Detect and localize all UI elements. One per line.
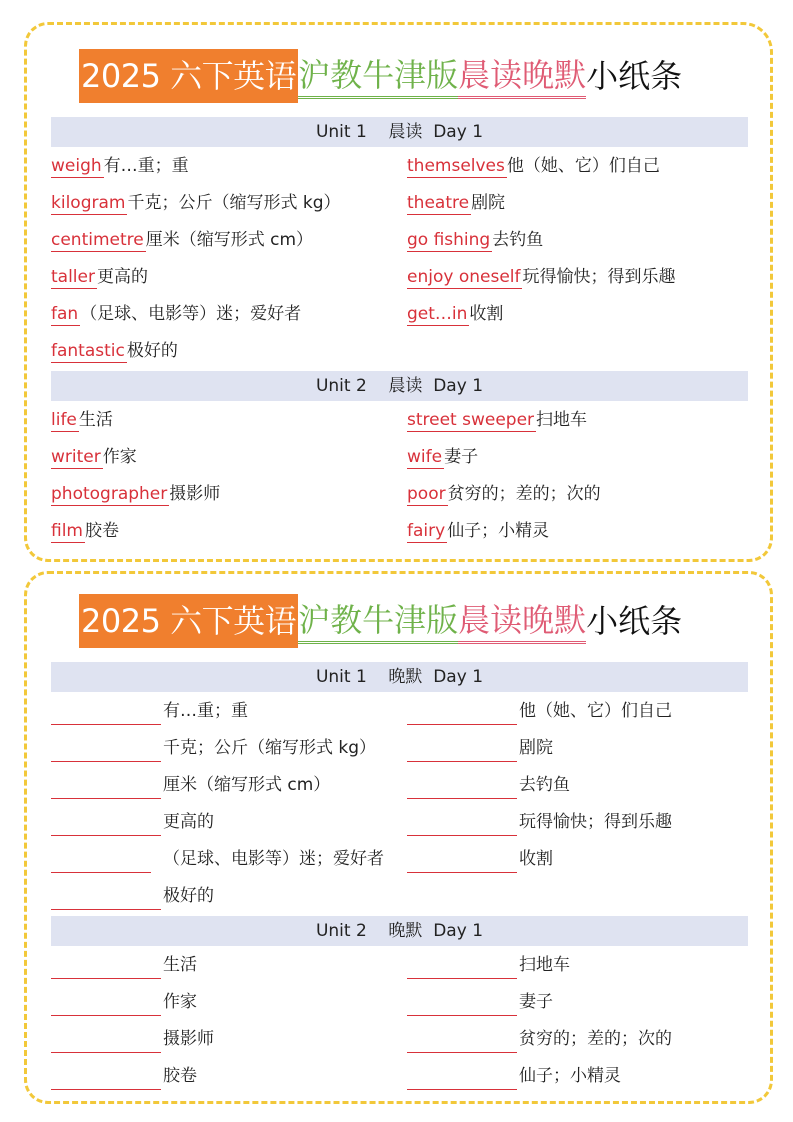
title-year-grade: 2025 六下英语: [79, 49, 298, 103]
dictation-row: [51, 1062, 197, 1090]
vocab-row: [407, 406, 587, 434]
answer-blank[interactable]: [51, 1067, 161, 1090]
vocab-meaning: 仙子；小精灵: [519, 1066, 621, 1086]
vocab-row: [51, 189, 341, 217]
vocab-meaning: 生活: [78, 410, 113, 430]
vocab-word: get…in: [407, 304, 468, 324]
vocab-meaning: 生活: [163, 955, 197, 975]
evening-dictation-card: [24, 571, 773, 1104]
vocab-word: photographer: [51, 484, 168, 504]
vocab-row: [51, 226, 313, 254]
vocab-meaning: 摄影师: [169, 484, 221, 504]
answer-blank[interactable]: [51, 739, 161, 762]
answer-blank[interactable]: [51, 850, 151, 873]
answer-blank[interactable]: [407, 813, 517, 836]
dictation-row: [407, 808, 672, 836]
dictation-row: [51, 771, 330, 799]
vocab-meaning: 去钓鱼: [519, 775, 570, 795]
card-title: [79, 51, 682, 101]
answer-blank[interactable]: [407, 1067, 517, 1090]
vocab-word: street sweeper: [407, 410, 535, 430]
vocab-meaning: 他（她、它）们自己: [506, 156, 660, 176]
answer-blank[interactable]: [51, 813, 161, 836]
vocab-row: [407, 152, 660, 180]
vocab-word: life: [51, 410, 77, 430]
vocab-meaning: 千克；公斤（缩写形式 kg）: [163, 738, 377, 758]
dictation-row: [407, 697, 672, 725]
unit1-morning-header: Unit 1 晨读 Day 1: [51, 117, 748, 147]
answer-blank[interactable]: [407, 776, 517, 799]
dictation-row: [407, 988, 553, 1016]
vocab-row: [51, 406, 113, 434]
vocab-meaning: 收割: [469, 304, 504, 324]
vocab-row: [51, 517, 119, 545]
unit2-morning-header: Unit 2 晨读 Day 1: [51, 371, 748, 401]
dictation-row: [407, 1062, 621, 1090]
vocab-meaning: 剧院: [471, 193, 506, 213]
answer-blank[interactable]: [407, 1030, 517, 1053]
vocab-meaning: 极好的: [163, 886, 214, 906]
vocab-row: [51, 263, 148, 291]
vocab-row: [51, 300, 301, 328]
vocab-meaning: 有…重；重: [163, 701, 248, 721]
vocab-meaning: 收割: [519, 849, 553, 869]
vocab-row: [51, 443, 137, 471]
answer-blank[interactable]: [407, 850, 517, 873]
vocab-word: themselves: [407, 156, 505, 176]
vocab-meaning: 仙子；小精灵: [447, 521, 550, 541]
vocab-meaning: 妻子: [444, 447, 479, 467]
vocab-meaning: 他（她、它）们自己: [519, 701, 672, 721]
unit2-evening-header: Unit 2 晚默 Day 1: [51, 916, 748, 946]
answer-blank[interactable]: [51, 702, 161, 725]
vocab-word: wife: [407, 447, 443, 467]
vocab-meaning: 贫穷的；差的；次的: [447, 484, 601, 504]
vocab-row: [407, 480, 601, 508]
vocab-row: [51, 152, 189, 180]
vocab-meaning: 剧院: [519, 738, 553, 758]
answer-blank[interactable]: [51, 1030, 161, 1053]
vocab-meaning: 胶卷: [85, 521, 119, 541]
vocab-meaning: 胶卷: [163, 1066, 197, 1086]
dictation-row: [51, 1025, 214, 1053]
vocab-meaning: 千克；公斤（缩写形式 kg）: [127, 193, 341, 213]
dictation-row: [407, 951, 570, 979]
vocab-row: [51, 480, 220, 508]
title-edition: 沪教牛津版: [298, 54, 458, 99]
title-suffix: 小纸条: [586, 57, 683, 95]
vocab-word: centimetre: [51, 230, 144, 250]
vocab-meaning: 扫地车: [536, 410, 588, 430]
card-title: [79, 596, 682, 646]
vocab-meaning: 妻子: [519, 992, 553, 1012]
vocab-meaning: （足球、电影等）迷；爱好者: [163, 849, 384, 869]
dictation-row: [407, 771, 570, 799]
answer-blank[interactable]: [407, 702, 517, 725]
dictation-row: [51, 988, 197, 1016]
vocab-row: [407, 226, 543, 254]
title-suffix: 小纸条: [586, 602, 683, 640]
vocab-meaning: 玩得愉快；得到乐趣: [519, 812, 672, 832]
vocab-word: enjoy oneself: [407, 267, 521, 287]
vocab-meaning: 去钓鱼: [492, 230, 544, 250]
vocab-meaning: 玩得愉快；得到乐趣: [522, 267, 676, 287]
vocab-meaning: 摄影师: [163, 1029, 214, 1049]
dictation-row: [51, 697, 248, 725]
dictation-row: [51, 882, 214, 910]
answer-blank[interactable]: [407, 739, 517, 762]
vocab-word: theatre: [407, 193, 470, 213]
dictation-row: [407, 734, 553, 762]
dictation-row: [51, 808, 214, 836]
vocab-word: poor: [407, 484, 446, 504]
dictation-row: [51, 845, 384, 873]
dictation-row: [407, 1025, 672, 1053]
morning-reading-card: [24, 22, 773, 562]
vocab-meaning: 作家: [163, 992, 197, 1012]
vocab-word: taller: [51, 267, 95, 287]
vocab-word: kilogram: [51, 193, 126, 213]
dictation-row: [51, 951, 197, 979]
vocab-meaning: 厘米（缩写形式 cm）: [163, 775, 331, 795]
answer-blank[interactable]: [51, 887, 161, 910]
answer-blank[interactable]: [51, 956, 161, 979]
vocab-row: [407, 443, 478, 471]
vocab-meaning: 有…重；重: [103, 156, 189, 176]
vocab-meaning: 更高的: [163, 812, 214, 832]
answer-blank[interactable]: [407, 993, 517, 1016]
vocab-meaning: （足球、电影等）迷；爱好者: [80, 304, 302, 324]
vocab-word: fan: [51, 304, 79, 324]
vocab-word: writer: [51, 447, 101, 467]
vocab-meaning: 贫穷的；差的；次的: [519, 1029, 672, 1049]
vocab-word: fantastic: [51, 341, 125, 361]
vocab-row: [407, 517, 549, 545]
answer-blank[interactable]: [407, 956, 517, 979]
vocab-word: fairy: [407, 521, 446, 541]
vocab-meaning: 极好的: [126, 341, 178, 361]
answer-blank[interactable]: [51, 776, 161, 799]
vocab-meaning: 厘米（缩写形式 cm）: [145, 230, 314, 250]
title-edition: 沪教牛津版: [298, 599, 458, 644]
vocab-row: [51, 337, 178, 365]
dictation-row: [51, 734, 376, 762]
vocab-meaning: 作家: [102, 447, 137, 467]
vocab-word: weigh: [51, 156, 102, 176]
dictation-row: [407, 845, 553, 873]
vocab-meaning: 更高的: [96, 267, 148, 287]
title-year-grade: 2025 六下英语: [79, 594, 298, 648]
vocab-row: [407, 300, 503, 328]
vocab-word: go fishing: [407, 230, 491, 250]
title-mode: 晨读晚默: [458, 599, 586, 644]
vocab-row: [407, 189, 505, 217]
vocab-row: [407, 263, 675, 291]
answer-blank[interactable]: [51, 993, 161, 1016]
vocab-meaning: 扫地车: [519, 955, 570, 975]
vocab-word: film: [51, 521, 83, 541]
title-mode: 晨读晚默: [458, 54, 586, 99]
unit1-evening-header: Unit 1 晚默 Day 1: [51, 662, 748, 692]
